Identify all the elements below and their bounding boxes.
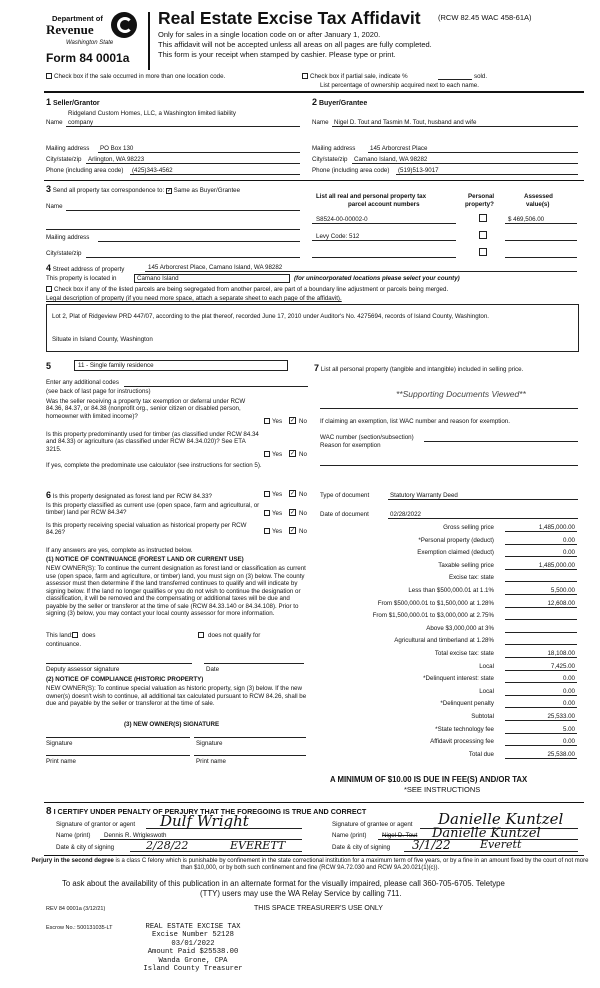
grantee-date-city-label: Date & city of signing xyxy=(332,844,391,851)
treasurer-stamp xyxy=(128,923,258,974)
section6-q1: 6 Is this property designated as forest land per RCW 84.33? xyxy=(46,490,212,500)
grantor-date-field[interactable] xyxy=(130,844,302,852)
tax-row-label: Less than $500,000.01 at 1.1% xyxy=(408,587,494,594)
seller-city-field[interactable] xyxy=(86,156,300,164)
seller-city-label: City/state/zip xyxy=(46,156,82,163)
notice-line1: Only for sales in a single location code on or after January 1, 2020. xyxy=(158,30,381,39)
tax-row-value: 18,108.00 xyxy=(547,650,575,657)
dept-line3: Washington State xyxy=(66,40,114,46)
assessed-header1: Assessed xyxy=(524,193,553,200)
additional-codes-field[interactable] xyxy=(124,379,308,387)
legal-line2: Situate in Island County, Washington xyxy=(52,336,153,343)
seller-phone-field[interactable] xyxy=(130,167,300,175)
s6-q3-yes-label: Yes xyxy=(272,528,283,535)
rev-label: REV 84 0001a (3/12/21) xyxy=(46,906,106,912)
escrow-label: Escrow No.: 500131035-LT xyxy=(46,925,113,931)
stamp-line: 03/01/2022 xyxy=(171,939,215,948)
seller-name-field[interactable] xyxy=(66,119,300,127)
buyer-city-field[interactable] xyxy=(352,156,578,164)
seller-name-label: Name xyxy=(46,119,63,126)
section7-heading: 7 List all personal property (tangible and intangible) included in selling price. xyxy=(314,363,524,373)
notice1-title: (1) NOTICE OF CONTINUANCE (FOREST LAND OR CURRENT USE) xyxy=(46,556,244,563)
grantee-date-field[interactable] xyxy=(404,844,578,852)
treasurer-only: THIS SPACE TREASURER'S USE ONLY xyxy=(254,905,383,912)
form-number: Form 84 0001a xyxy=(46,51,130,65)
tax-row-label: Local xyxy=(479,687,494,695)
s5-q1-yes-checkbox[interactable] xyxy=(264,418,270,424)
parcel-list-header1: List all real and personal property tax xyxy=(316,193,427,200)
notice2-title: (2) NOTICE OF COMPLIANCE (HISTORIC PROPERTY) xyxy=(46,676,204,683)
dept-line1: Department of xyxy=(52,14,103,23)
s5-q1-yes-label: Yes xyxy=(272,418,283,425)
buyer-phone-label: Phone (including area code) xyxy=(312,167,390,174)
buyer-name-label: Name xyxy=(312,119,329,126)
personal-2-checkbox[interactable] xyxy=(479,231,487,239)
does-not-checkbox[interactable] xyxy=(198,632,204,638)
buyer-city-label: City/state/zip xyxy=(312,156,348,163)
section5-q2: Is this property predominantly used for timber (as classified under RCW 84.34 and 84.33) or agriculture (as classified under RCW 84.34.020)? See ETA 3215. xyxy=(46,431,259,453)
reason-label: Reason for exemption xyxy=(320,442,381,449)
grantor-signature: Dulf Wright xyxy=(160,812,249,830)
seller-heading: 1 Seller/Grantor xyxy=(46,97,100,107)
tax-row-label: *Delinquent interest: state xyxy=(423,675,494,683)
tax-row-label: *Delinquent penalty xyxy=(440,700,494,708)
tax-row-value: 25,538.00 xyxy=(547,750,575,758)
form-title: Real Estate Excise Tax Affidavit xyxy=(158,8,421,28)
grantee-city: Everett xyxy=(480,838,522,851)
buyer-city: Camano Island, WA 98282 xyxy=(354,156,428,163)
perjury-note: Perjury in the second degree is a class C felony which is punishable by confinement in the state correctional institution for a maximum term of five years, or by a fine in an amount fixed by the court of not more than $10,000, or by both such confinement and fine (RCW 9A.72.030 and RCW 9A.20.021(1)(c)). xyxy=(31,858,589,872)
multi-location-label: Check box if the sale occurred in more than one location code. xyxy=(54,73,226,80)
owner-sig2-field[interactable] xyxy=(194,732,306,738)
assessed-header2: value(s) xyxy=(526,201,550,208)
divider-8 xyxy=(44,802,584,803)
multi-location-checkbox[interactable] xyxy=(46,73,52,79)
logo-arc xyxy=(117,17,133,33)
does-checkbox[interactable] xyxy=(72,632,78,638)
located-label: This property is located in xyxy=(46,275,117,282)
tax-row-value: 12,608.00 xyxy=(547,599,575,607)
deputy-date-field[interactable] xyxy=(204,658,304,664)
does-label: does xyxy=(82,632,96,639)
deputy-sig-field[interactable] xyxy=(46,658,192,664)
wac-field[interactable] xyxy=(424,434,578,442)
tax-row-label: *State technology fee xyxy=(435,725,494,733)
section5-q2b: If yes, complete the predominate use calculator (see instructions for section 5). xyxy=(46,462,262,469)
section4-street: 145 Arborcrest Place, Camano Island, WA 98282 xyxy=(148,264,283,271)
buyer-mailing-field[interactable] xyxy=(368,145,578,153)
notice1-body: NEW OWNER(S): To continue the current designation as forest land or classification as current use (open space, farm and agriculture, or timber) land, you must sign on (3) below. The county assessor must then determine if the land transferred continues to qualify and will indicate by signing below. If the land no longer qualifies or you do not wish to continue the designation or classification, it will be removed and the compensating or additional taxes will be due and payable by the seller or transferor at the time of sale (RCW 84.33.140 or 84.34.108). Prior to signing (3) below, you may contact your local county assessor for more information. xyxy=(46,565,306,618)
tax-row-field[interactable] xyxy=(505,574,577,582)
seller-phone: (425)343-4562 xyxy=(132,167,173,174)
name-print-label: Name (print) xyxy=(56,832,91,839)
deputy-date-label: Date xyxy=(206,666,220,673)
tax-row-label: Gross selling price xyxy=(443,524,494,531)
buyer-mailing-label: Mailing address xyxy=(312,145,356,152)
stamp-line: Excise Number 52128 xyxy=(152,931,234,940)
s6-q3-no-checkbox[interactable]: ✓ xyxy=(290,528,296,534)
grantee-date: 3/1/22 xyxy=(412,838,451,852)
buyer-phone-field[interactable] xyxy=(396,167,578,175)
owner-print1-label: Print name xyxy=(46,758,76,765)
parcel-2: Levy Code: 512 xyxy=(316,233,360,240)
segregated-checkbox[interactable] xyxy=(46,286,52,292)
buyer-name-field[interactable] xyxy=(332,119,578,127)
header-divider xyxy=(148,12,150,70)
s6-q2-no-label: No xyxy=(299,510,307,517)
tax-row-label: Above $3,000,000 at 3% xyxy=(426,624,494,632)
tax-row-label: From $1,500,000.01 to $3,000,000 at 2.75% xyxy=(372,612,494,620)
grantee-name-print-label: Name (print) xyxy=(332,832,367,839)
dept-line2: Revenue xyxy=(46,22,94,37)
assessed-1: $ 469,506.00 xyxy=(508,216,545,223)
doc-date: 02/28/2022 xyxy=(390,511,421,518)
section6-q3: Is this property receiving special valuation as historical property per RCW 84.26? xyxy=(46,522,247,537)
notice-line2: This affidavit will not be accepted unless all areas on all pages are fully completed. xyxy=(158,40,432,49)
s5-q1-no-label: No xyxy=(299,418,307,425)
tax-row-label: Taxable selling price xyxy=(438,561,494,569)
section4-street-field[interactable] xyxy=(145,264,577,272)
parcel-list-header2: parcel account numbers xyxy=(348,201,420,208)
sig-grantor-label: Signature of grantor or agent xyxy=(56,821,136,828)
tax-row-value: 0.00 xyxy=(562,675,575,683)
parcel-3-field[interactable] xyxy=(312,250,456,258)
owner-sig2-label: Signature xyxy=(196,740,223,747)
enter-codes-label: Enter any additional codes xyxy=(46,379,119,386)
section3-mailing-field[interactable] xyxy=(98,234,300,242)
seller-name-line1: Ridgeland Custom Homes, LLC, a Washington limited liability xyxy=(68,110,236,117)
tax-row-label: Local xyxy=(479,662,494,670)
sig-grantee-label: Signature of grantee or agent xyxy=(332,821,413,828)
tax-row-field[interactable] xyxy=(505,625,577,633)
partial-sale-label: Check box if partial sale, indicate % xyxy=(310,73,408,80)
same-as-checkbox-icon[interactable]: ✓ xyxy=(166,188,172,194)
section3-name-field[interactable] xyxy=(66,203,300,211)
assessed-2-field[interactable] xyxy=(505,233,577,241)
stamp-line: Island County Treasurer xyxy=(143,965,243,974)
section3-name-label: Name xyxy=(46,203,63,210)
unincorporated-note: (for unincorporated locations please select your county) xyxy=(294,275,460,282)
section4-street-label: 4 Street address of property xyxy=(46,263,125,273)
notice-line3: This form is your receipt when stamped by cashier. Please type or print. xyxy=(158,50,396,59)
s6-q1-no-label: No xyxy=(299,491,307,498)
grantor-date: 2/28/22 xyxy=(146,839,189,852)
tax-row-label: Total excise tax: state xyxy=(434,650,494,657)
does-not-label: does not qualify for xyxy=(208,632,261,639)
tax-row-label: Exemption claimed (deduct) xyxy=(417,549,494,557)
assessed-3-field[interactable] xyxy=(505,250,577,258)
legal-line1: Lot 2, Plat of Ridgeview PRD 447/07, according to the plat thereof, recorded June 17, 2010 under Auditor's No. 4275694, records of Island County, Washington. xyxy=(52,313,489,320)
located-select[interactable]: Camano Island xyxy=(134,274,290,283)
this-land-label: This land: xyxy=(46,632,73,639)
section3-heading: 3 Send all property tax correspondence to: ✓ Same as Buyer/Grantee xyxy=(46,184,241,194)
s6-q1-yes-label: Yes xyxy=(272,491,283,498)
section3-name-field2[interactable] xyxy=(46,222,300,230)
divider-footer xyxy=(44,855,584,856)
tax-row-value: 5,500.00 xyxy=(550,587,575,594)
see-instructions: *SEE INSTRUCTIONS xyxy=(404,785,481,794)
divider-2 xyxy=(44,180,584,181)
s5-q2-yes-checkbox[interactable] xyxy=(264,451,270,457)
reason-field[interactable] xyxy=(320,458,578,466)
sold-label: sold. xyxy=(474,73,488,80)
partial-sale-checkbox[interactable] xyxy=(302,73,308,79)
supporting-docs: **Supporting Documents Viewed** xyxy=(396,389,526,399)
doc-date-field[interactable] xyxy=(388,511,578,519)
wac-label: WAC number (section/subsection) xyxy=(320,434,414,441)
see-back-label: (see back of last page for instructions) xyxy=(46,388,151,395)
section5-num: 5 xyxy=(46,361,52,371)
s6-q3-no-label: No xyxy=(299,528,307,535)
tax-row-field[interactable] xyxy=(505,612,577,620)
tax-row-value: 0.00 xyxy=(562,738,575,746)
s5-q2-no-checkbox[interactable]: ✓ xyxy=(290,451,296,457)
owner-print2-field[interactable] xyxy=(194,750,306,756)
alt-format-2: (TTY) users may use the WA Relay Service by calling 711. xyxy=(200,889,402,898)
legal-label: Legal description of property (if you need more space, attach a separate sheet to each page of the affidavit). xyxy=(46,295,342,302)
new-owner-sig-heading: (3) NEW OWNER(S) SIGNATURE xyxy=(124,721,220,728)
personal-3-checkbox[interactable] xyxy=(479,248,487,256)
tax-row-label: Total due xyxy=(468,750,494,758)
personal-prop-field[interactable] xyxy=(320,401,578,409)
assessed-1-field[interactable] xyxy=(505,216,577,224)
seller-name-line2: company xyxy=(68,119,94,126)
seller-mailing-label: Mailing address xyxy=(46,145,90,152)
grantor-name: Dennis R. Wrigleswoth xyxy=(104,832,167,839)
section5-q1: Was the seller receiving a property tax exemption or deferral under RCW 84.36, 84.37, or 84.38 (nonprofit org., senior citizen or disabled person, homeowner with limited income)? xyxy=(46,398,246,420)
date-city-label: Date & city of signing xyxy=(56,844,115,851)
s5-q1-no-checkbox[interactable]: ✓ xyxy=(290,418,296,424)
notice2-body: NEW OWNER(S): To continue special valuation as historic property, sign (3) below. If the new owner(s) doesn't wish to continue, all additional tax calculated pursuant to RCW 84.26, shall be due and payable by the seller or transferor at the time of sale. xyxy=(46,685,307,708)
s5-q2-no-label: No xyxy=(299,451,307,458)
doc-type-field[interactable] xyxy=(388,492,578,500)
seller-city: Arlington, WA 98223 xyxy=(88,156,145,163)
tax-row-label: Subtotal xyxy=(471,713,494,720)
list-pct-note: List percentage of ownership acquired next to each name. xyxy=(320,82,479,89)
grantee-name-hand: Danielle Kuntzel xyxy=(432,826,541,841)
tax-row-value: 25,533.00 xyxy=(547,713,575,720)
s6-q2-no-checkbox[interactable]: ✓ xyxy=(290,510,296,516)
use-code-select[interactable]: 11 - Single family residence xyxy=(74,360,288,371)
exemption-label: If claiming an exemption, list WAC number and reason for exemption. xyxy=(320,418,510,425)
tax-row-value: 0.00 xyxy=(562,549,575,557)
s6-q2-yes-checkbox[interactable] xyxy=(264,510,270,516)
tax-row-value: 1,485,000.00 xyxy=(538,524,575,531)
minimum-note: A MINIMUM OF $10.00 IS DUE IN FEE(S) AND/OR TAX xyxy=(330,775,528,784)
if-yes-note: If any answers are yes, complete as instructed below. xyxy=(46,547,193,554)
tax-row-label: Agricultural and timberland at 1.28% xyxy=(394,637,494,645)
seller-mailing-field[interactable] xyxy=(98,145,300,153)
legal-box[interactable] xyxy=(46,304,579,352)
seller-mailing: PO Box 130 xyxy=(100,145,134,152)
deputy-label: Deputy assessor signature xyxy=(46,666,120,673)
tax-row-label: *Personal property (deduct) xyxy=(418,536,494,544)
buyer-name: Nigel D. Tout and Tasmin M. Tout, husband and wife xyxy=(334,119,477,126)
doc-type-label: Type of document xyxy=(320,492,370,499)
personal-1-checkbox[interactable] xyxy=(479,214,487,222)
buyer-heading: 2 Buyer/Grantee xyxy=(312,97,368,107)
alt-format-1: To ask about the availability of this publication in an alternate format for the visually impaired, please call 360-705-6705. Teletype xyxy=(62,879,505,888)
section3-city-field[interactable] xyxy=(86,250,300,258)
tax-row-value: 7,425.00 xyxy=(550,662,575,670)
stamp-line: Amount Paid $25538.00 xyxy=(147,948,239,957)
stamp-line: REAL ESTATE EXCISE TAX xyxy=(145,923,241,931)
section6-q2: Is this property classified as current use (open space, farm and agricultural, or timber) land per RCW 84.34? xyxy=(46,502,260,517)
section3-city-label: City/state/zip xyxy=(46,250,82,257)
tax-row-value: 0.00 xyxy=(562,536,575,544)
owner-sig1-field[interactable] xyxy=(46,732,190,738)
tax-row-value: 0.00 xyxy=(562,687,575,695)
s6-q3-yes-checkbox[interactable] xyxy=(264,528,270,534)
s5-q2-yes-label: Yes xyxy=(272,451,283,458)
continuance-label: continuance. xyxy=(46,641,82,648)
grantee-name-struck: Nigel D. Tout xyxy=(382,832,418,839)
buyer-phone: (519)513-9017 xyxy=(398,167,439,174)
doc-date-label: Date of document xyxy=(320,511,369,518)
section3-mailing-label: Mailing address xyxy=(46,234,90,241)
segregated-label: Check box if any of the listed parcels are being segregated from another parcel, are part of a boundary line adjustment or parcels being merged. xyxy=(54,286,449,293)
divider-top xyxy=(44,91,584,93)
owner-sig1-label: Signature xyxy=(46,740,73,747)
s6-q1-no-checkbox[interactable]: ✓ xyxy=(290,491,296,497)
tax-row-label: From $500,000.01 to $1,500,000 at 1.28% xyxy=(377,599,494,607)
seller-phone-label: Phone (including area code) xyxy=(46,167,124,174)
grantee-signature: Danielle Kuntzel xyxy=(438,810,564,828)
form-rcw: (RCW 82.45 WAC 458-61A) xyxy=(438,13,532,22)
owner-print1-field[interactable] xyxy=(46,750,190,756)
grantee-name-field[interactable] xyxy=(378,832,578,840)
tax-row-value: 0.00 xyxy=(562,700,575,708)
buyer-mailing: 145 Arborcrest Place xyxy=(370,145,428,152)
owner-print2-label: Print name xyxy=(196,758,226,765)
doc-type: Statutory Warranty Deed xyxy=(390,492,458,499)
tax-row-label: Excise tax: state xyxy=(448,574,494,582)
parcel-1-field[interactable] xyxy=(312,216,456,224)
stamp-line: Wanda Grone, CPA xyxy=(158,956,228,965)
certify: 8 I CERTIFY UNDER PENALTY OF PERJURY THAT THE FOREGOING IS TRUE AND CORRECT xyxy=(46,806,367,817)
personal-header1: Personal xyxy=(468,193,495,200)
tax-row-label: Affidavit processing fee xyxy=(430,738,494,746)
grantor-city: EVERETT xyxy=(230,839,286,852)
personal-header2: property? xyxy=(465,201,494,208)
tax-row-value: 5.00 xyxy=(562,725,575,733)
s6-q1-yes-checkbox[interactable] xyxy=(264,491,270,497)
parcel-2-field[interactable] xyxy=(312,233,456,241)
s6-q2-yes-label: Yes xyxy=(272,510,283,517)
partial-pct-field[interactable] xyxy=(438,73,472,80)
tax-row-field[interactable] xyxy=(505,637,577,645)
tax-row-value: 1,485,000.00 xyxy=(538,561,575,569)
parcel-1: S8524-00-00002-0 xyxy=(316,216,368,223)
